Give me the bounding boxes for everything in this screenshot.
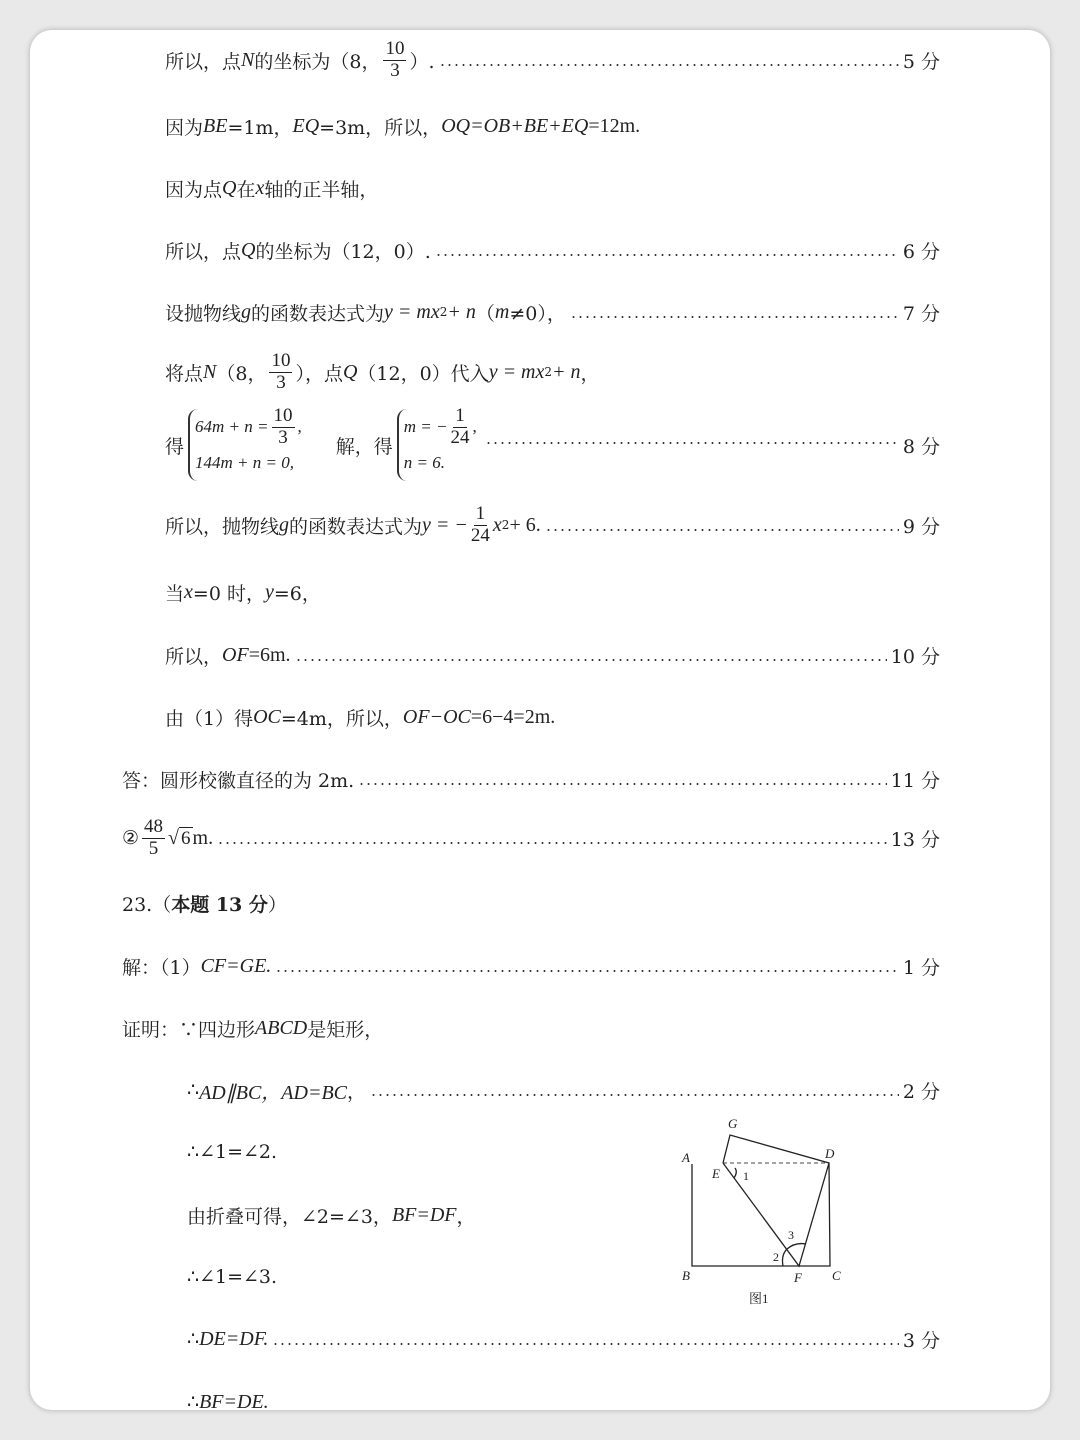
text: ∴ [187, 1079, 200, 1101]
formula: y = mx [488, 360, 545, 383]
text: 得 [165, 435, 185, 458]
dot-leader [439, 64, 899, 66]
line-of [165, 635, 940, 675]
line-equation-system [165, 400, 940, 490]
text: ），点 [295, 362, 343, 385]
label-g: G [728, 1116, 738, 1131]
text: =12m. [588, 114, 641, 137]
var: N [241, 48, 255, 71]
var: DE=DF. [199, 1327, 269, 1350]
fraction [383, 39, 406, 82]
text: ∴ [187, 1391, 200, 1413]
line-part-2 [122, 815, 940, 859]
var: CF=GE. [200, 954, 272, 977]
text: =4m，所以， [280, 707, 403, 730]
angle-label-1: 1 [743, 1169, 749, 1183]
text: ） [267, 893, 287, 916]
text: ， [347, 1080, 367, 1103]
score: 13 分 [890, 828, 940, 851]
text: 解：（1） [122, 956, 201, 979]
dot-leader [358, 783, 887, 785]
formula: + 6. [509, 513, 541, 536]
line-parabola-form [165, 292, 940, 332]
text: 解，得 [335, 435, 393, 458]
var: ABCD [255, 1016, 308, 1039]
line-folding [187, 1195, 476, 1235]
var: x [492, 513, 502, 536]
numerator: 1 [455, 404, 465, 426]
score: 10 分 [890, 645, 940, 668]
line-parabola-result [165, 502, 940, 546]
denominator: 3 [390, 59, 400, 81]
text: ≠0）， [509, 302, 566, 325]
text: 证明：∵四边形 [122, 1018, 256, 1041]
line-angle-1-2 [187, 1132, 277, 1172]
line-de-df [187, 1319, 940, 1359]
text: =6m. [248, 643, 291, 666]
text: 答：圆形校徽直径的为 2m. [122, 769, 355, 792]
text: , [297, 417, 302, 436]
score: 8 分 [902, 435, 940, 458]
equation: 64m + n = [195, 417, 269, 436]
line-q-axis [165, 168, 378, 208]
text: , [472, 417, 477, 436]
var: BF=DE. [199, 1390, 269, 1413]
angle-3-arc [787, 1244, 806, 1249]
dot-leader [295, 659, 887, 661]
figure-1-diagram [660, 1110, 860, 1310]
angle-label-3: 3 [788, 1228, 794, 1242]
text: ， [456, 1205, 476, 1228]
line-oq [165, 106, 640, 146]
var: g [241, 300, 252, 323]
text: 在 [236, 178, 256, 201]
equation: n = 6. [403, 453, 445, 472]
text: 所以，抛物线 [165, 515, 280, 538]
label-b: B [682, 1268, 690, 1283]
figure-caption: 图1 [749, 1291, 769, 1306]
denominator: 5 [148, 837, 159, 859]
denominator: 24 [470, 524, 490, 546]
var: AD∥BC，AD=BC [199, 1081, 348, 1104]
question-23-heading [122, 883, 287, 923]
folded-shape [723, 1135, 829, 1266]
text: ）. [409, 50, 435, 73]
text: ∴ [187, 1328, 200, 1350]
text: =0 时， [192, 582, 265, 605]
label-a: A [682, 1150, 690, 1165]
text: （8， [216, 362, 267, 385]
dot-leader [435, 254, 899, 256]
solution-system [397, 404, 477, 481]
label-e: E [712, 1166, 720, 1181]
text: 设抛物线 [165, 302, 242, 325]
text: 由（1）得 [165, 707, 254, 730]
var: Q [342, 360, 358, 383]
score: 6 分 [902, 240, 940, 263]
angle-2-arc [783, 1249, 788, 1266]
text: 是矩形， [307, 1018, 384, 1041]
line-x-zero [165, 572, 321, 612]
text: =6−4=2m. [470, 705, 556, 728]
angle-1-arc [734, 1168, 736, 1178]
dot-leader [485, 442, 899, 444]
text: （12，0）代入 [357, 362, 489, 385]
line-substitute [165, 349, 600, 393]
var: x [184, 580, 193, 603]
line-q-coordinate [165, 230, 940, 270]
score: 9 分 [902, 515, 940, 538]
fraction [272, 406, 295, 449]
dot-leader [275, 970, 899, 972]
var: g [279, 513, 290, 536]
formula: + n [552, 360, 581, 383]
equation-system [188, 404, 302, 481]
score: 3 分 [902, 1329, 940, 1352]
text: ∴∠1=∠2. [187, 1141, 278, 1163]
text: 由折叠可得，∠2=∠3， [187, 1205, 392, 1228]
line-angle-1-3 [187, 1257, 277, 1297]
exponent: 2 [439, 305, 448, 319]
text: ∴∠1=∠3. [187, 1266, 278, 1288]
dot-leader [217, 842, 887, 844]
denominator: 3 [276, 371, 286, 393]
dot-leader [570, 316, 899, 318]
score: 1 分 [902, 956, 940, 979]
var: EQ [292, 114, 320, 137]
text: 所以， [165, 645, 223, 668]
var: OF−OC [402, 705, 471, 728]
dot-leader [545, 529, 899, 531]
numerator: 10 [385, 37, 405, 59]
text: m. [192, 826, 214, 849]
text: ② [122, 827, 140, 849]
var: BF=DF [391, 1203, 457, 1226]
exponent: 2 [544, 365, 553, 379]
text: =6， [273, 582, 321, 605]
line-bf-de [187, 1382, 269, 1422]
equation: 144m + n = 0, [195, 453, 294, 472]
text: （ [475, 302, 495, 325]
text: 所以，点 [165, 240, 242, 263]
var: N [203, 360, 217, 383]
equation: m = − [403, 417, 448, 436]
label-f: F [794, 1270, 802, 1285]
text: =3m，所以， [319, 116, 442, 139]
label-c: C [832, 1268, 841, 1283]
var: BE [203, 114, 228, 137]
score: 2 分 [902, 1080, 940, 1103]
fraction [269, 351, 292, 394]
radicand: 6 [181, 827, 191, 849]
text: 所以，点 [165, 50, 242, 73]
angle-label-2: 2 [773, 1250, 779, 1264]
numerator: 10 [271, 349, 291, 371]
exponent: 2 [501, 518, 510, 532]
score: 5 分 [902, 50, 940, 73]
var: y [264, 580, 274, 603]
text: 当 [165, 582, 185, 605]
fraction [451, 406, 470, 449]
denominator: 3 [278, 426, 288, 448]
var: m [494, 300, 510, 323]
var: OC [253, 705, 281, 728]
text: 的函数表达式为 [289, 515, 423, 538]
dot-leader [272, 1343, 899, 1345]
line-answer [122, 759, 940, 799]
var: Q [222, 176, 237, 199]
line-proof [122, 1008, 383, 1048]
text: =1m， [227, 116, 293, 139]
dot-leader [370, 1094, 899, 1096]
var: OQ=OB+BE+EQ [441, 114, 589, 137]
text: 因为 [165, 116, 204, 139]
score: 11 分 [890, 769, 940, 792]
fraction [471, 504, 490, 547]
text: ， [580, 362, 600, 385]
numerator: 10 [273, 404, 293, 426]
fraction [142, 817, 165, 860]
line-of-oc [165, 697, 555, 737]
label-d: D [825, 1146, 835, 1161]
formula: y = mx [384, 300, 440, 323]
var: x [255, 176, 265, 199]
numerator: 48 [144, 815, 164, 837]
text: 因为点 [165, 178, 223, 201]
text: 的坐标为（12，0）. [255, 240, 431, 263]
text: 轴的正半轴， [264, 178, 379, 201]
formula: + n [447, 300, 476, 323]
text: 的函数表达式为 [251, 302, 385, 325]
score: 7 分 [902, 302, 940, 325]
text: 23.（ [122, 893, 172, 916]
var: OF [222, 643, 249, 666]
line-ad-bc [187, 1070, 940, 1110]
numerator: 1 [475, 502, 486, 524]
formula: y = − [422, 513, 468, 536]
var: Q [241, 238, 256, 261]
line-n-coordinate [165, 37, 940, 81]
denominator: 24 [450, 426, 470, 448]
line-solution-1 [122, 946, 940, 986]
text: 将点 [165, 362, 204, 385]
text: 的坐标为（8， [254, 50, 381, 73]
text: 本题 13 分 [171, 893, 268, 916]
sqrt-sign: √ [168, 826, 180, 849]
